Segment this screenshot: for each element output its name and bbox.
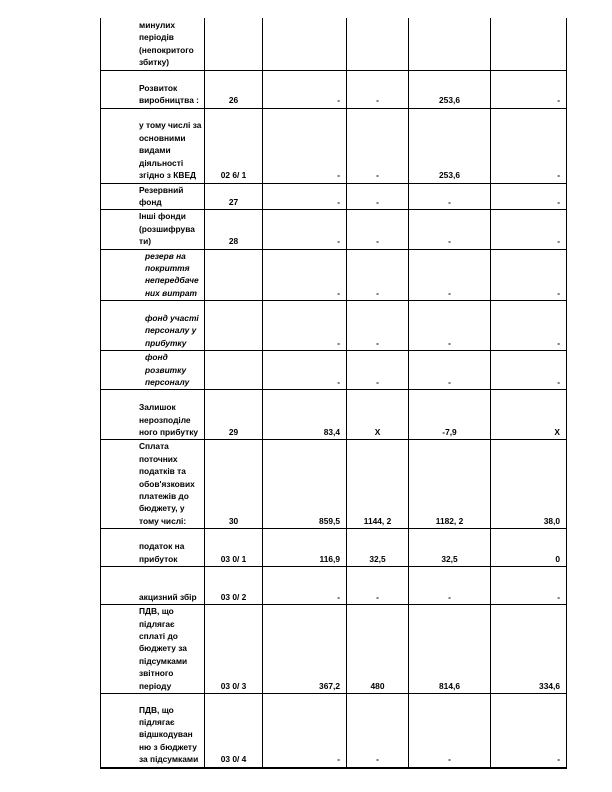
value-col-1: 83,4 bbox=[263, 390, 347, 440]
row-code: 28 bbox=[205, 210, 263, 249]
value-col-2: - bbox=[347, 301, 409, 351]
value-col-2: - bbox=[347, 249, 409, 301]
table-row bbox=[101, 605, 567, 694]
row-label: Залишок нерозподіле ного прибутку bbox=[101, 390, 205, 440]
row-label: Розвиток виробництва : bbox=[101, 70, 205, 108]
value-col-4: - bbox=[491, 183, 567, 210]
value-col-1: - bbox=[263, 301, 347, 351]
table-row bbox=[101, 18, 567, 70]
value-col-2: X bbox=[347, 390, 409, 440]
row-label: Резервний фонд bbox=[101, 183, 205, 210]
row-code bbox=[205, 249, 263, 301]
value-col-2 bbox=[347, 18, 409, 70]
value-col-2: 1144, 2 bbox=[347, 440, 409, 529]
value-col-2: - bbox=[347, 183, 409, 210]
financial-table bbox=[100, 18, 567, 769]
value-col-1: - bbox=[263, 70, 347, 108]
row-code: 03 0/ 2 bbox=[205, 567, 263, 605]
value-col-2: 32,5 bbox=[347, 529, 409, 567]
row-code: 03 0/ 1 bbox=[205, 529, 263, 567]
row-code: 03 0/ 4 bbox=[205, 694, 263, 768]
value-col-2: - bbox=[347, 567, 409, 605]
table-row bbox=[101, 301, 567, 351]
value-col-2: 480 bbox=[347, 605, 409, 694]
value-col-3: 32,5 bbox=[409, 529, 491, 567]
table-row bbox=[101, 210, 567, 249]
value-col-4: 0 bbox=[491, 529, 567, 567]
value-col-4: - bbox=[491, 210, 567, 249]
row-label: Сплата поточних податків та обов'язкових платежів до бюджету, у тому числі: bbox=[101, 440, 205, 529]
value-col-3: 253,6 bbox=[409, 108, 491, 183]
value-col-3: - bbox=[409, 249, 491, 301]
row-code: 26 bbox=[205, 70, 263, 108]
table-row bbox=[101, 390, 567, 440]
value-col-3: 814,6 bbox=[409, 605, 491, 694]
value-col-4: - bbox=[491, 249, 567, 301]
row-code: 29 bbox=[205, 390, 263, 440]
value-col-1: - bbox=[263, 249, 347, 301]
value-col-1: - bbox=[263, 183, 347, 210]
value-col-3: - bbox=[409, 351, 491, 390]
row-label: резерв на покриття непередбаче них витрат bbox=[101, 249, 205, 301]
value-col-3: - bbox=[409, 210, 491, 249]
value-col-4: X bbox=[491, 390, 567, 440]
value-col-2: - bbox=[347, 70, 409, 108]
row-label: ПДВ, що підлягає відшкодуван ню з бюджету за підсумками bbox=[101, 694, 205, 768]
value-col-1: - bbox=[263, 108, 347, 183]
row-code: 03 0/ 3 bbox=[205, 605, 263, 694]
value-col-1: - bbox=[263, 567, 347, 605]
table-row bbox=[101, 351, 567, 390]
row-code bbox=[205, 301, 263, 351]
value-col-1 bbox=[263, 18, 347, 70]
value-col-3: - bbox=[409, 694, 491, 768]
value-col-4: - bbox=[491, 351, 567, 390]
value-col-4: - bbox=[491, 567, 567, 605]
value-col-4: - bbox=[491, 694, 567, 768]
row-code: 30 bbox=[205, 440, 263, 529]
table-row bbox=[101, 70, 567, 108]
row-label: фонд участі персоналу у прибутку bbox=[101, 301, 205, 351]
table-row bbox=[101, 249, 567, 301]
value-col-1: 367,2 bbox=[263, 605, 347, 694]
table-row bbox=[101, 567, 567, 605]
table-row bbox=[101, 183, 567, 210]
value-col-3 bbox=[409, 18, 491, 70]
value-col-2: - bbox=[347, 351, 409, 390]
value-col-4: - bbox=[491, 108, 567, 183]
value-col-1: - bbox=[263, 351, 347, 390]
value-col-4: 334,6 bbox=[491, 605, 567, 694]
value-col-2: - bbox=[347, 210, 409, 249]
value-col-4: - bbox=[491, 70, 567, 108]
row-label: Інші фонди (розшифрува ти) bbox=[101, 210, 205, 249]
value-col-4: 38,0 bbox=[491, 440, 567, 529]
row-code bbox=[205, 18, 263, 70]
table-row bbox=[101, 108, 567, 183]
row-label: у тому числі за основними видами діяльності згідно з КВЕД bbox=[101, 108, 205, 183]
row-code: 02 6/ 1 bbox=[205, 108, 263, 183]
row-label: податок на прибуток bbox=[101, 529, 205, 567]
value-col-1: 859,5 bbox=[263, 440, 347, 529]
row-code: 27 bbox=[205, 183, 263, 210]
value-col-3: 253,6 bbox=[409, 70, 491, 108]
value-col-3: -7,9 bbox=[409, 390, 491, 440]
value-col-3: - bbox=[409, 567, 491, 605]
table-row bbox=[101, 694, 567, 768]
value-col-3: - bbox=[409, 183, 491, 210]
value-col-4 bbox=[491, 18, 567, 70]
value-col-3: - bbox=[409, 301, 491, 351]
row-label: ПДВ, що підлягає сплаті до бюджету за підсумками звітного періоду bbox=[101, 605, 205, 694]
value-col-1: - bbox=[263, 210, 347, 249]
value-col-4: - bbox=[491, 301, 567, 351]
table-row bbox=[101, 440, 567, 529]
row-label: фонд розвитку персоналу bbox=[101, 351, 205, 390]
row-label: минулих періодів (непокритого збитку) bbox=[101, 18, 205, 70]
row-label: акцизний збір bbox=[101, 567, 205, 605]
value-col-2: - bbox=[347, 108, 409, 183]
row-code bbox=[205, 351, 263, 390]
value-col-1: 116,9 bbox=[263, 529, 347, 567]
value-col-3: 1182, 2 bbox=[409, 440, 491, 529]
value-col-1: - bbox=[263, 694, 347, 768]
table-body bbox=[101, 18, 567, 768]
table-row bbox=[101, 529, 567, 567]
value-col-2: - bbox=[347, 694, 409, 768]
